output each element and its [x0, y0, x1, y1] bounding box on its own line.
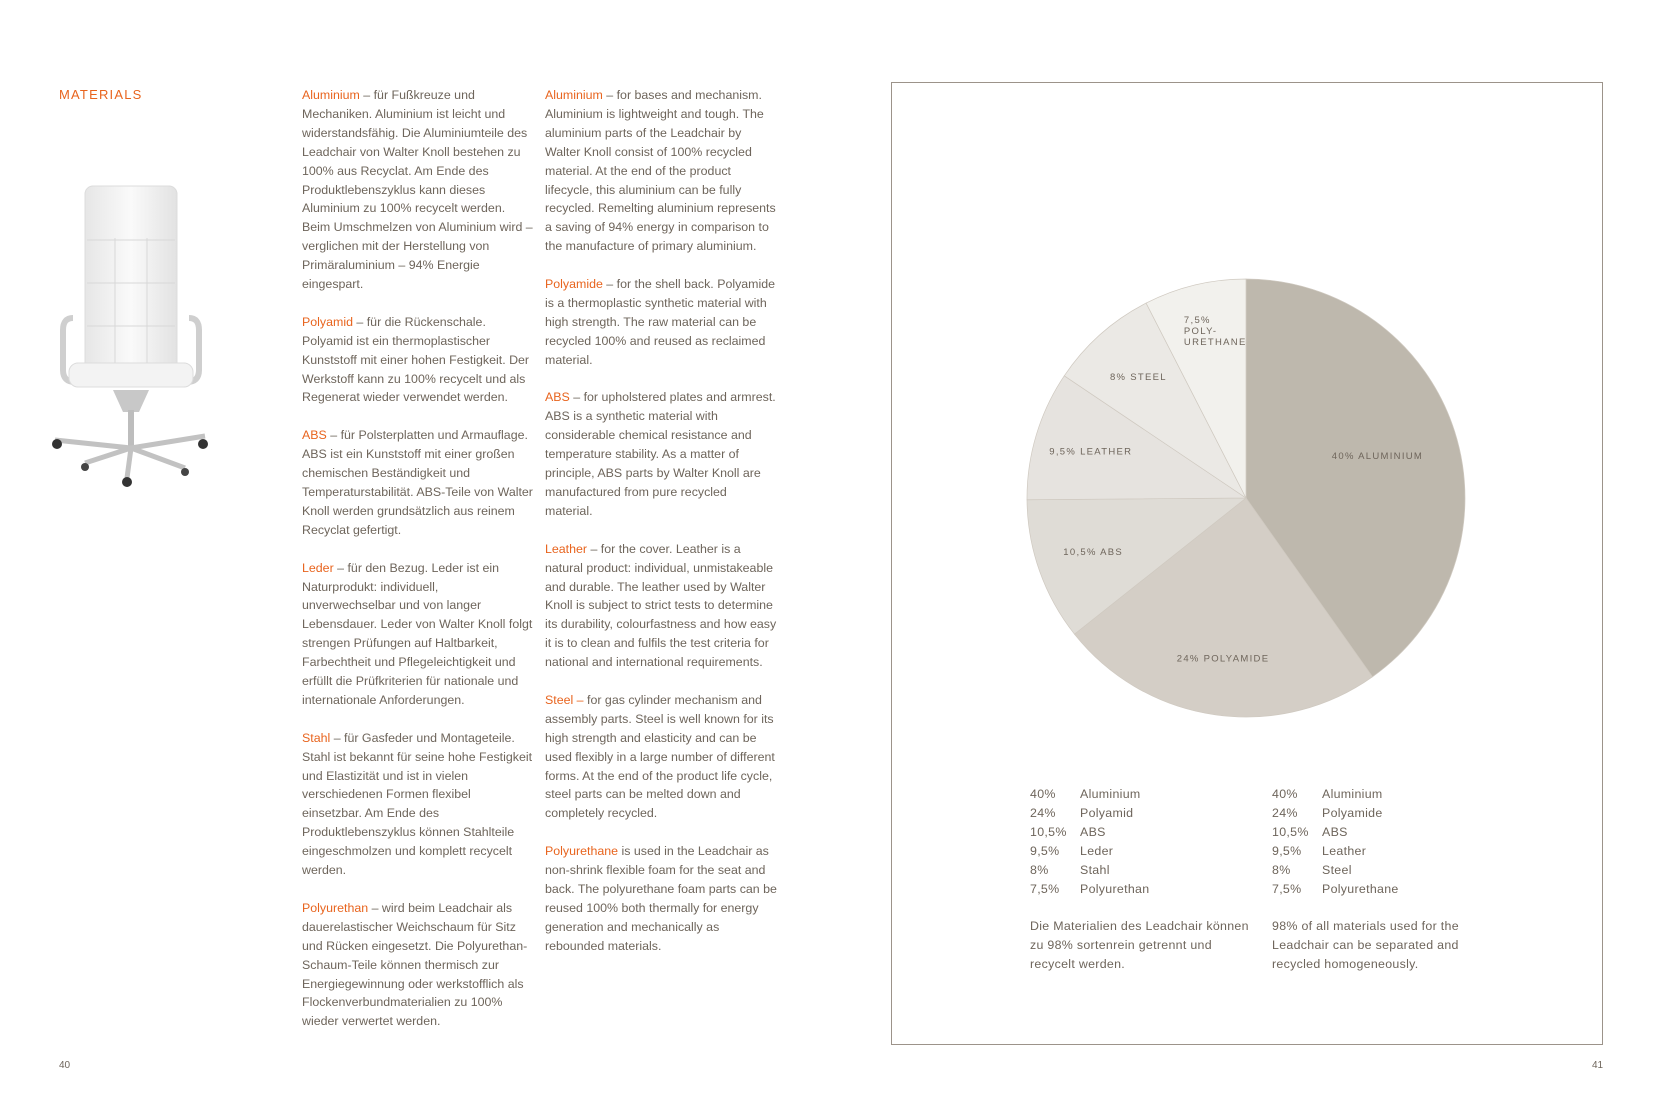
term: Stahl — [302, 730, 331, 745]
legend-pct: 10,5% — [1030, 824, 1067, 839]
page-number-left: 40 — [59, 1060, 71, 1071]
summary-english: 98% of all materials used for the Leadchair can be separated and recycled homogeneously. — [1272, 919, 1459, 971]
pie-label-leather: 9,5% LEATHER — [1049, 446, 1133, 458]
paragraph-text: is used in the Leadchair as non-shrink flexible foam for the seat and back. The polyurethane foam parts can be reused 100% both thermally for energy generation and mechanically as rebounded materials. — [545, 844, 777, 953]
legend-pct: 24% — [1030, 805, 1056, 820]
legend-name: Steel — [1322, 862, 1352, 877]
summary-german: Die Materialien des Leadchair können zu 98% sortenrein getrennt und recycelt werden. — [1030, 919, 1249, 971]
legend-pct: 40% — [1030, 787, 1056, 801]
legend-name: Polyamid — [1080, 805, 1134, 820]
legend-pct: 7,5% — [1030, 881, 1060, 896]
legend-name: Aluminium — [1080, 787, 1141, 801]
legend-pct: 40% — [1272, 787, 1298, 801]
legend-row — [1030, 861, 1149, 880]
term: Leder — [302, 560, 334, 575]
legend-row — [1272, 785, 1399, 804]
legend-pct: 8% — [1272, 862, 1291, 877]
legend-name: Leather — [1322, 843, 1367, 858]
pie-label-polyamide: 24% POLYAMIDE — [1176, 653, 1270, 665]
legend-row — [1272, 861, 1399, 880]
legend-row — [1030, 842, 1149, 861]
term: Aluminium — [302, 88, 360, 102]
legend-name: ABS — [1080, 824, 1106, 839]
legend-german — [1030, 785, 1149, 898]
term: Leather — [545, 541, 588, 556]
legend-name: Polyurethane — [1322, 881, 1399, 896]
term: Polyurethan — [302, 900, 369, 915]
legend-name: ABS — [1322, 824, 1348, 839]
pie-label-steel: 8% STEEL — [1109, 371, 1167, 383]
term: Polyurethane — [545, 844, 619, 859]
legend-pct: 10,5% — [1272, 824, 1309, 839]
paragraph-text: – für Fußkreuze und Mechaniken. Aluminium ist leicht und widerstandsfähig. Die Aluminiumteile des Leadchair von Walter Knoll bestehen zu 100% aus Recyclat. Am Ende des Produktlebenszyklus kann dieses Aluminium zu 100% recycelt werden. Beim Umschmelzen von Aluminium wird – verglichen mit der Herstellung von Primäraluminium – 94% Energie eingespart. — [302, 88, 533, 292]
term: Polyamid — [302, 314, 353, 329]
legend-name: Polyamide — [1322, 805, 1383, 820]
legend-pct: 8% — [1030, 862, 1049, 877]
pie-label-abs: 10,5% ABS — [1063, 546, 1124, 558]
legend-english — [1272, 785, 1399, 898]
section-heading: MATERIALS — [59, 87, 143, 102]
legend-row — [1272, 842, 1399, 861]
legend-pct: 7,5% — [1272, 881, 1302, 896]
term: ABS — [545, 390, 570, 405]
legend-name: Leder — [1080, 843, 1114, 858]
legend-row — [1272, 823, 1399, 842]
paragraph-text: – für Gasfeder und Montageteile. Stahl ist bekannt für seine hohe Festigkeit und Elastizität und ist in vielen verschiedenen Formen flexibel einsetzbar. Am Ende des Produktlebenszyklus können Stahlteile eingeschmolzen und komplett recycelt werden. — [302, 730, 533, 878]
legend-row — [1030, 880, 1149, 899]
legend-row — [1030, 823, 1149, 842]
paragraph-text: – for upholstered plates and armrest. ABS is a synthetic material with considerable chemical resistance and temperature stability. As a matter of principle, ABS parts by Walter Knoll are manufactured from pure recycled material. — [545, 390, 776, 518]
legend-name: Stahl — [1080, 862, 1110, 877]
pie-label-polyurethane: 7,5% POLY-URETHANE — [1183, 314, 1247, 348]
legend-name: Aluminium — [1322, 787, 1383, 801]
term: Polyamide — [545, 277, 603, 292]
paragraph-text: – für Polsterplatten und Armauflage. ABS ist ein Kunststoff mit einer großen chemischen Beständigkeit und Temperaturstabilität. ABS-Teile von Walter Knoll werden grundsätzlich aus reinem Recyclat gefertigt. — [302, 428, 533, 537]
paragraph-text: – for the cover. Leather is a natural product: individual, unmistakeable and durable. The leather used by Walter Knoll is subject to strict tests to determine its durability, colourfastness and how easy it is to clean and fulfils the test criteria for national and international requirements. — [545, 541, 777, 670]
legend-row — [1030, 804, 1149, 823]
legend-pct: 9,5% — [1030, 843, 1060, 858]
legend-pct: 24% — [1272, 805, 1298, 820]
legend-pct: 9,5% — [1272, 843, 1302, 858]
paragraph-text: – für die Rückenschale. Polyamid ist ein thermoplastischer Kunststoff mit einer hohen Festigkeit. Der Werkstoff kann zu 100% recycelt und als Regenerat wieder verwendet werden. — [302, 314, 530, 405]
legend-row — [1272, 804, 1399, 823]
legend-row — [1030, 785, 1149, 804]
paragraph-text: – for bases and mechanism. Aluminium is lightweight and tough. The aluminium parts of the Leadchair by Walter Knoll consist of 100% recycled material. At the end of the product lifecycle, this aluminium can be fully recycled. Remelting aluminium represents a saving of 94% energy in comparison to the manufacture of primary aluminium. — [545, 88, 776, 254]
paragraph-text: – for the shell back. Polyamide is a thermoplastic synthetic material with high strength. The raw material can be recycled 100% and reused as reclaimed material. — [545, 277, 776, 367]
page-number-right: 41 — [1592, 1060, 1604, 1071]
pie-label-aluminium: 40% ALUMINIUM — [1331, 451, 1424, 463]
term: ABS — [302, 428, 327, 443]
paragraph-text: for gas cylinder mechanism and assembly parts. Steel is well known for its high strength and elasticity and can be used flexibly in a large number of different forms. At the end of the product life cycle, steel parts can be melted down and completely recycled. — [545, 692, 775, 821]
paragraph-text: – für den Bezug. Leder ist ein Naturprodukt: individuell, unverwechselbar und von langer Lebensdauer. Leder von Walter Knoll folgt strengen Prüfungen auf Haltbarkeit, Farbechtheit und Pflegeleichtigkeit und erfüllt die Prüfkriterien für nationale und internationale Anforderungen. — [302, 560, 533, 707]
legend-name: Polyurethan — [1080, 881, 1150, 896]
term: Aluminium — [545, 88, 603, 102]
paragraph-text: – wird beim Leadchair als dauerelastischer Weichschaum für Sitz und Rücken eingesetzt. Die Polyurethan-Schaum-Teile können thermisch zur Energiegewinnung oder werkstofflich als Flockenverbundmaterialien zu 100% wieder verwertet werden. — [302, 900, 528, 1029]
legend-row — [1272, 880, 1399, 899]
term: Steel – — [545, 692, 584, 707]
